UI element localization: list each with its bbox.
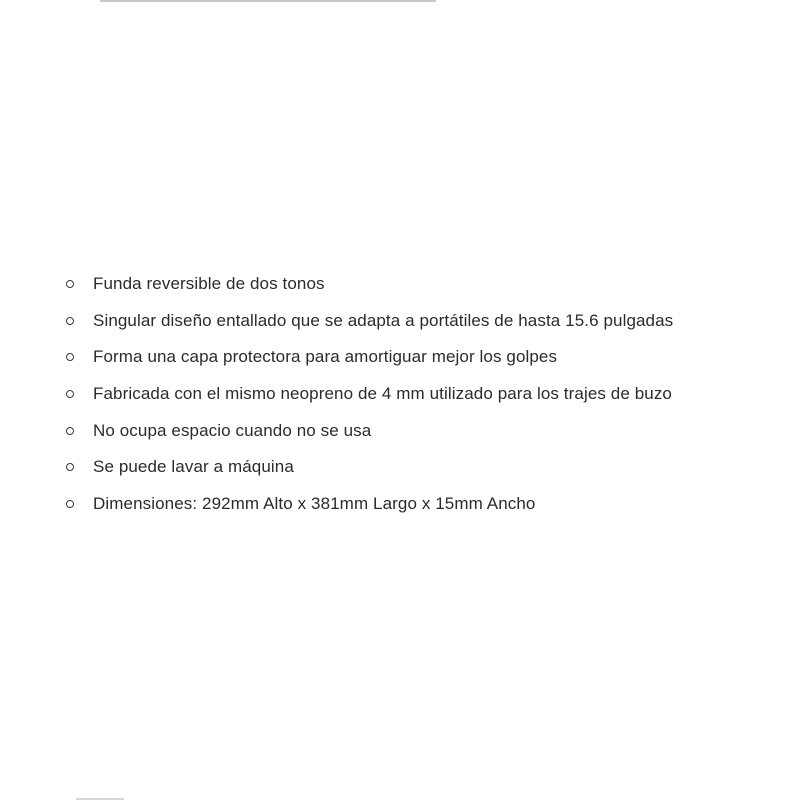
list-item (66, 339, 673, 376)
feature-text: No ocupa espacio cuando no se usa (93, 420, 372, 440)
list-item (66, 376, 673, 413)
hollow-circle-bullet-icon (66, 463, 74, 471)
list-item (66, 412, 673, 449)
hollow-circle-bullet-icon (66, 280, 74, 288)
hollow-circle-bullet-icon (66, 427, 74, 435)
feature-text: Singular diseño entallado que se adapta a portátiles de hasta 15.6 pulgadas (93, 310, 674, 330)
feature-text: Funda reversible de dos tonos (93, 274, 325, 294)
list-item (66, 266, 673, 303)
list-item (66, 486, 673, 523)
feature-text: Fabricada con el mismo neopreno de 4 mm utilizado para los trajes de buzo (93, 384, 672, 404)
feature-text: Dimensiones: 292mm Alto x 381mm Largo x 15mm Ancho (93, 493, 536, 513)
feature-text: Se puede lavar a máquina (93, 457, 294, 477)
top-divider (100, 0, 436, 2)
feature-text: Forma una capa protectora para amortiguar mejor los golpes (93, 347, 558, 367)
hollow-circle-bullet-icon (66, 500, 74, 508)
list-item (66, 303, 673, 340)
feature-list (66, 266, 673, 522)
hollow-circle-bullet-icon (66, 353, 74, 361)
hollow-circle-bullet-icon (66, 317, 74, 325)
list-item (66, 449, 673, 486)
hollow-circle-bullet-icon (66, 390, 74, 398)
